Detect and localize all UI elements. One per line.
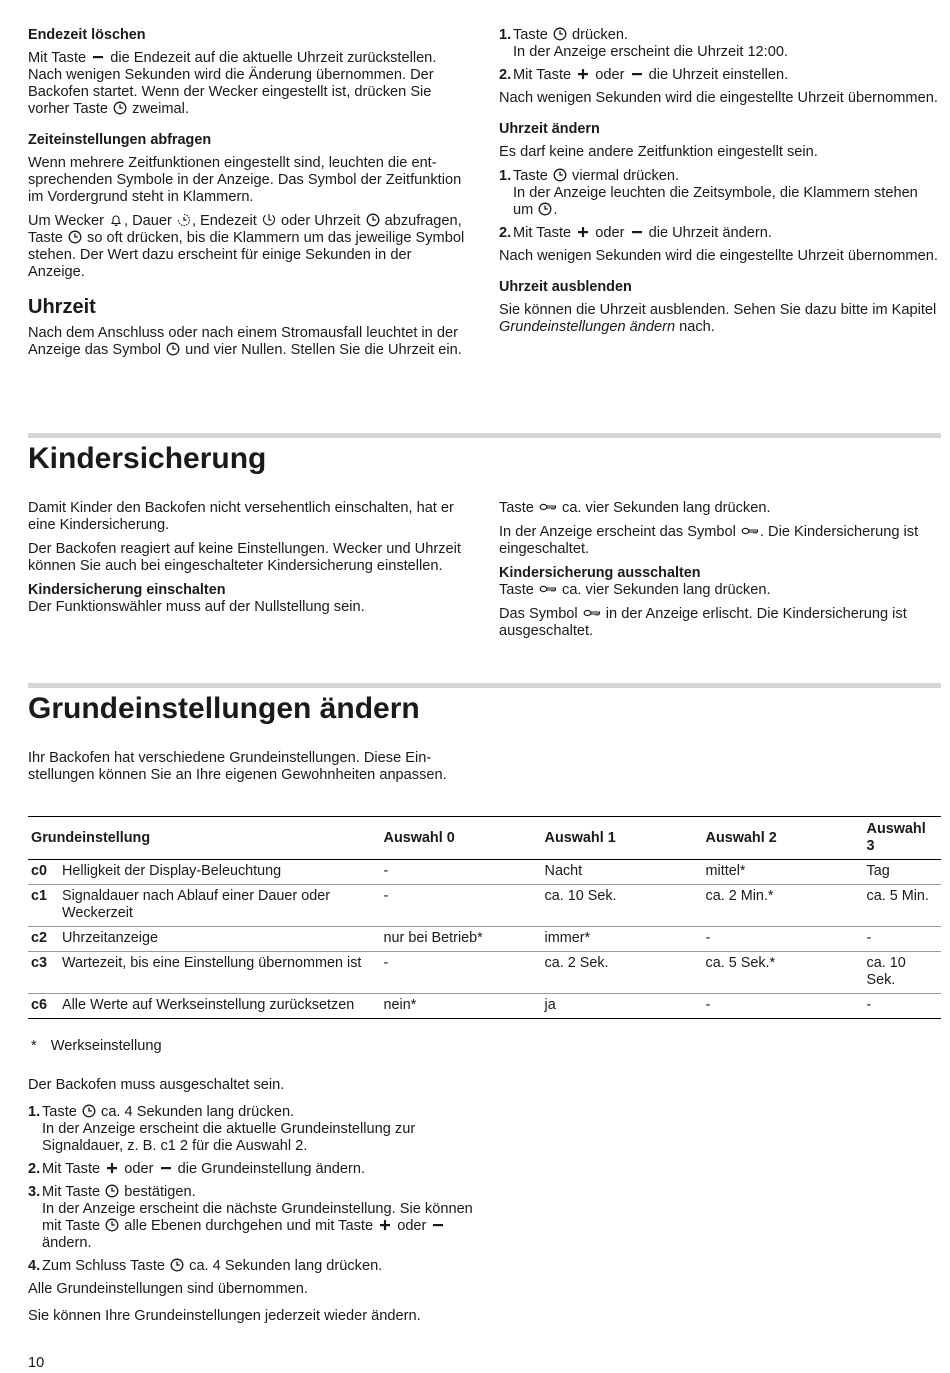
table-cell: mittel*: [703, 860, 864, 885]
section-divider: [28, 433, 941, 438]
paragraph-kinder-ein: Der Funktionswähler muss auf der Nullstellung sein.: [28, 599, 365, 615]
paragraph-uhrzeit-aendern: Es darf keine andere Zeitfunktion eingestellt sein.: [499, 144, 818, 160]
minus-icon: [159, 1161, 173, 1175]
table-cell: Nacht: [542, 860, 703, 885]
table-cell: ca. 5 Sek.*: [703, 952, 864, 994]
setting-name: Uhrzeitanzeige: [59, 927, 381, 952]
column-header: Auswahl 0: [381, 817, 542, 860]
clock-icon: [538, 202, 552, 216]
heading-uhrzeit: Uhrzeit: [28, 296, 96, 318]
duration-icon: [177, 213, 191, 227]
paragraph-kinder-2: Der Backofen reagiert auf keine Einstellungen. Wecker und Uhrzeit können Sie auch bei eingeschalteter Kindersicherung einstellen.: [28, 541, 461, 574]
column-header: Grundeinstellung: [28, 817, 381, 860]
heading-endezeit-loeschen: Endezeit löschen: [28, 27, 146, 43]
page-number: 10: [28, 1355, 45, 1371]
column-header: Auswahl 2: [703, 817, 864, 860]
plus-icon: [576, 225, 590, 239]
clock-icon: [553, 27, 567, 41]
step-1-uhrzeit-einstellen: 1. Taste drücken. In der Anzeige erscheint die Uhrzeit 12:00.: [499, 27, 789, 60]
paragraph-ausgeschaltet: Der Backofen muss ausgeschaltet sein.: [28, 1077, 285, 1093]
table-cell: Tag: [864, 860, 941, 885]
minus-icon: [630, 225, 644, 239]
step-2-uhrzeit-einstellen: 2. Mit Taste oder die Uhrzeit einstellen.: [499, 67, 789, 83]
clock-icon: [170, 1258, 184, 1272]
setting-code: c1: [28, 885, 59, 927]
table-cell: nur bei Betrieb*: [381, 927, 542, 952]
clock-icon: [105, 1184, 119, 1198]
table-cell: -: [703, 994, 864, 1019]
clock-icon: [105, 1218, 119, 1232]
key-icon: [583, 606, 601, 620]
section-title-grundeinstellungen: Grundeinstellungen ändern: [28, 692, 420, 725]
table-cell: -: [864, 994, 941, 1019]
table-cell: ca. 10 Sek.: [864, 952, 941, 994]
table-cell: ca. 5 Min.: [864, 885, 941, 927]
table-footnote: * Werkseinstellung: [31, 1038, 162, 1054]
paragraph-kinder-erlischt: Das Symbol in der Anzeige erlischt. Die Kindersicherung ist ausgeschaltet.: [499, 606, 907, 639]
key-icon: [539, 582, 557, 596]
column-header: Auswahl 3: [864, 817, 941, 860]
table-cell: -: [381, 952, 542, 994]
setting-name: Alle Werte auf Werkseinstellung zurücksetzen: [59, 994, 381, 1019]
key-icon: [539, 500, 557, 514]
paragraph-grund-intro: Ihr Backofen hat verschiedene Grundeinstellungen. Diese Einstellungen können Sie an Ihre eigenen Gewohnheiten anpassen.: [28, 750, 447, 783]
paragraph-uhrzeit: Nach dem Anschluss oder nach einem Stromausfall leuchtet in der Anzeige das Symbol und vier Nullen. Stellen Sie die Uhrzeit ein.: [28, 325, 462, 358]
section-divider: [28, 683, 941, 688]
table-header-row: [28, 817, 941, 860]
table-cell: -: [864, 927, 941, 952]
table-cell: ca. 2 Sek.: [542, 952, 703, 994]
setting-name: Signaldauer nach Ablauf einer Dauer oder Weckerzeit: [59, 885, 381, 927]
table-cell: -: [381, 860, 542, 885]
grund-intro: [28, 750, 468, 791]
step-3-grund: 3. Mit Taste bestätigen. In der Anzeige erscheint die nächste Grundeinstellung. Sie können mit Taste alle Ebenen durchgehen und mit Taste oder ändern.: [28, 1184, 473, 1251]
heading-kindersicherung-einschalten: Kindersicherung einschalten: [28, 582, 226, 598]
plus-icon: [378, 1218, 392, 1232]
paragraph-abfragen-2: Um Wecker , Dauer , Endezeit oder Uhrzeit abzufragen, Taste so oft drücken, bis die Klammern um das jeweilige Symbol stehen. Der Wert dazu erscheint für einige Sekunden in der Anzeige.: [28, 213, 465, 280]
grundeinstellungen-table: [28, 816, 941, 1019]
table-cell: ca. 2 Min.*: [703, 885, 864, 927]
paragraph-jederzeit: Sie können Ihre Grundeinstellungen jederzeit wieder ändern.: [28, 1308, 421, 1324]
paragraph-kinder-aus-taste: Taste ca. vier Sekunden lang drücken.: [499, 582, 771, 598]
plus-icon: [105, 1161, 119, 1175]
step-2-grund: 2. Mit Taste oder die Grundeinstellung ändern.: [28, 1161, 366, 1177]
paragraph-kinder-symbol: In der Anzeige erscheint das Symbol . Die Kindersicherung ist eingeschaltet.: [499, 524, 919, 557]
setting-code: c6: [28, 994, 59, 1019]
heading-kindersicherung-ausschalten: Kindersicherung ausschalten: [499, 565, 701, 581]
clock-icon: [553, 168, 567, 182]
setting-code: c2: [28, 927, 59, 952]
column-header: Auswahl 1: [542, 817, 703, 860]
table-cell: -: [703, 927, 864, 952]
key-icon: [741, 524, 759, 538]
kinder-left-column: [28, 500, 468, 623]
table-row: [28, 885, 941, 927]
clock-icon: [366, 213, 380, 227]
step-1-grund: 1. Taste ca. 4 Sekunden lang drücken. In der Anzeige erscheint die aktuelle Grundeinstellung zur Signaldauer, z. B. c1 2 für die Auswahl 2.: [28, 1104, 416, 1154]
grund-steps: [28, 1077, 478, 1332]
heading-uhrzeit-ausblenden: Uhrzeit ausblenden: [499, 279, 632, 295]
minus-icon: [91, 50, 105, 64]
clock-icon: [82, 1104, 96, 1118]
clock-icon: [113, 101, 127, 115]
step-4-grund: 4. Zum Schluss Taste ca. 4 Sekunden lang drücken.: [28, 1258, 383, 1274]
step-2-uhrzeit-aendern: 2. Mit Taste oder die Uhrzeit ändern.: [499, 225, 772, 241]
paragraph-uebernommen: Nach wenigen Sekunden wird die eingestellte Uhrzeit übernommen.: [499, 90, 938, 106]
minus-icon: [431, 1218, 445, 1232]
heading-uhrzeit-aendern: Uhrzeit ändern: [499, 121, 600, 137]
paragraph-kinder-1: Damit Kinder den Backofen nicht versehentlich einschalten, hat er eine Kindersicherung.: [28, 500, 454, 533]
table-row: [28, 860, 941, 885]
setting-code: c0: [28, 860, 59, 885]
minus-icon: [630, 67, 644, 81]
table-row: [28, 994, 941, 1019]
paragraph-abfragen-1: Wenn mehrere Zeitfunktionen eingestellt sind, leuchten die entsprechenden Symbole in der Anzeige. Das Symbol der Zeitfunktion im Vordergrund steht in Klammern.: [28, 155, 462, 205]
paragraph-aendern-uebernommen: Nach wenigen Sekunden wird die eingestellte Uhrzeit übernommen.: [499, 248, 938, 264]
clock-icon: [68, 230, 82, 244]
right-top-column: [499, 27, 939, 343]
table-cell: nein*: [381, 994, 542, 1019]
section-title-kindersicherung: Kindersicherung: [28, 442, 267, 475]
table-row: [28, 952, 941, 994]
heading-zeiteinstellungen-abfragen: Zeiteinstellungen abfragen: [28, 132, 212, 148]
clock-icon: [166, 342, 180, 356]
paragraph-kinder-taste: Taste ca. vier Sekunden lang drücken.: [499, 500, 771, 516]
step-1-uhrzeit-aendern: 1. Taste viermal drücken. In der Anzeige leuchten die Zeitsymbole, die Klammern stehen um .: [499, 168, 918, 218]
bell-icon: [109, 213, 123, 227]
kinder-right-column: [499, 500, 939, 647]
table-cell: -: [381, 885, 542, 927]
setting-code: c3: [28, 952, 59, 994]
paragraph-uebernommen-grund: Alle Grundeinstellungen sind übernommen.: [28, 1281, 308, 1297]
paragraph-endezeit-loeschen: Mit Taste die Endezeit auf die aktuelle Uhrzeit zurückstellen. Nach wenigen Sekunden wird die Änderung übernommen. Der Backofen startet. Wenn der Wecker eingestellt ist, drücken Sie vorher Taste zweimal.: [28, 50, 437, 117]
setting-name: Wartezeit, bis eine Einstellung übernommen ist: [59, 952, 381, 994]
left-top-column: [28, 27, 468, 366]
table-row: [28, 927, 941, 952]
plus-icon: [576, 67, 590, 81]
table-cell: ja: [542, 994, 703, 1019]
paragraph-uhrzeit-ausblenden: Sie können die Uhrzeit ausblenden. Sehen Sie dazu bitte im Kapitel Grundeinstellungen ändern nach.: [499, 302, 937, 335]
endtime-icon: [262, 213, 276, 227]
table-cell: ca. 10 Sek.: [542, 885, 703, 927]
table-cell: immer*: [542, 927, 703, 952]
setting-name: Helligkeit der Display-Beleuchtung: [59, 860, 381, 885]
